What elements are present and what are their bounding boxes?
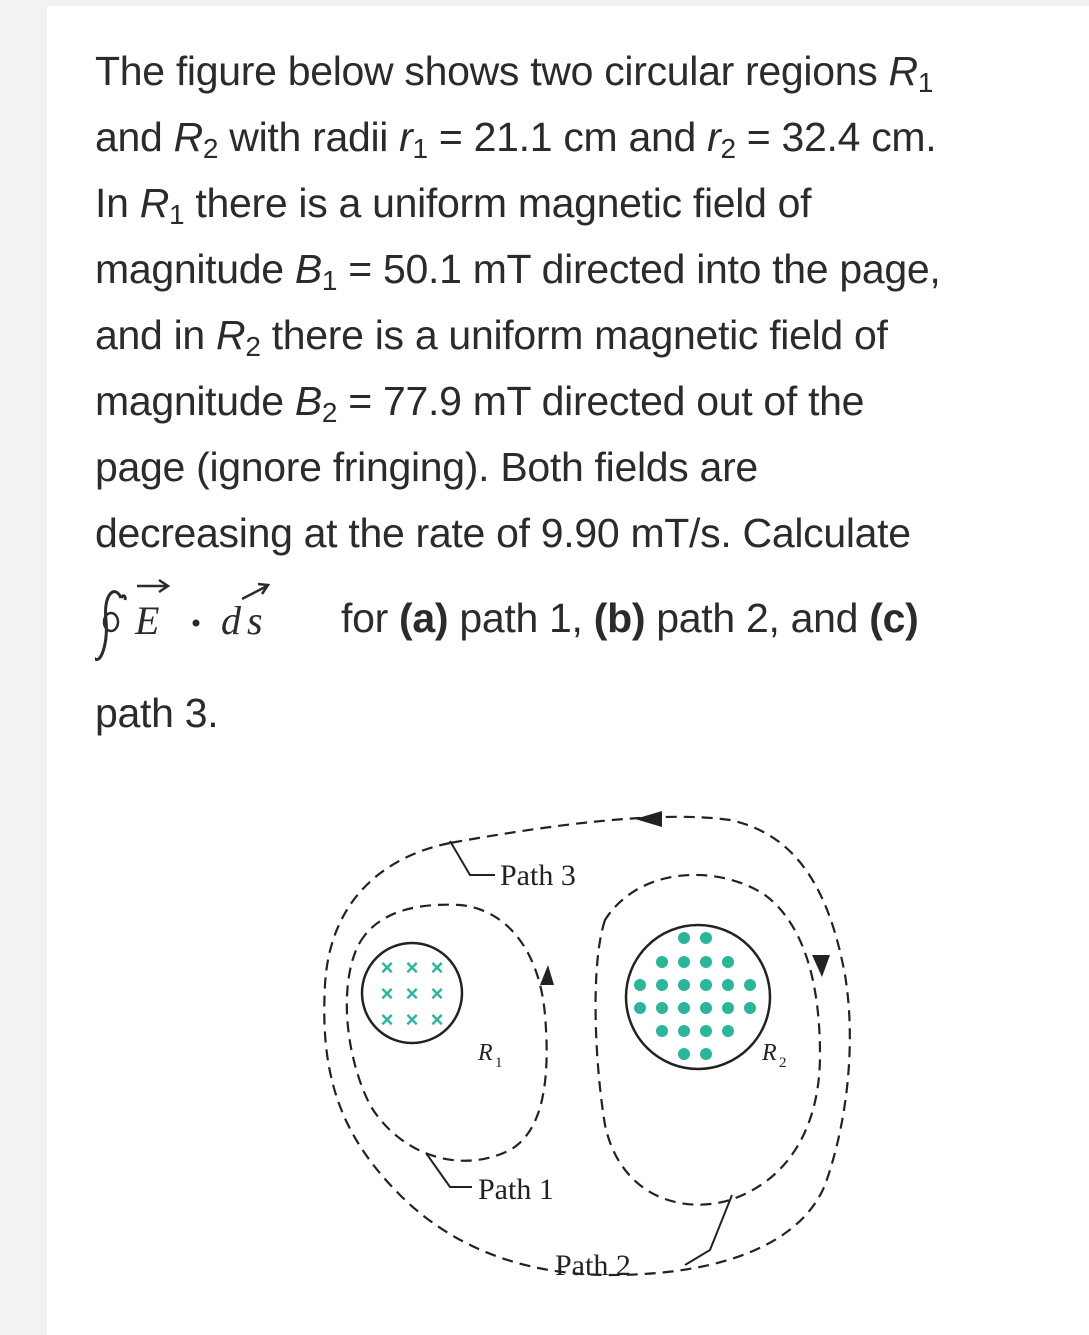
part-c-label: (c) xyxy=(869,595,919,641)
differential-d: d xyxy=(221,598,241,643)
dot-mark-icon xyxy=(678,1002,690,1014)
symbol-R: R xyxy=(173,114,203,160)
path-3-label: Path 3 xyxy=(500,859,576,892)
dot-mark-icon xyxy=(700,1048,712,1060)
symbol-R: R xyxy=(139,180,169,226)
symbol-B: B xyxy=(294,246,322,292)
symbol-r: r xyxy=(707,114,721,160)
integral-line xyxy=(95,572,1080,680)
dot-mark-icon xyxy=(678,1048,690,1060)
dot-mark-icon xyxy=(678,1025,690,1037)
text-segment: = 50.1 mT directed into the page, xyxy=(337,246,941,292)
x-mark-icon: × xyxy=(380,981,394,1006)
problem-line-1 xyxy=(95,38,1080,104)
problem-line-3 xyxy=(95,170,1080,236)
text-segment: there is a uniform magnetic field of xyxy=(260,312,888,358)
problem-statement xyxy=(95,38,1080,746)
text-segment: = 21.1 cm and xyxy=(427,114,708,160)
x-mark-icon: × xyxy=(430,955,444,980)
part-a-label: (a) xyxy=(399,595,449,641)
dot-mark-icon xyxy=(678,979,690,991)
dot-mark-icon xyxy=(656,956,668,968)
integral-parts xyxy=(341,585,918,651)
text-segment: = 32.4 cm. xyxy=(735,114,937,160)
symbol-r: r xyxy=(399,114,413,160)
subscript: 1 xyxy=(321,265,338,296)
path-2-label: Path 2 xyxy=(555,1249,631,1282)
text-segment: magnitude xyxy=(95,378,295,424)
text-segment: = 77.9 mT directed out of the xyxy=(337,378,865,424)
x-mark-icon: × xyxy=(405,955,419,980)
dot-mark-icon xyxy=(678,956,690,968)
text-segment: with radii xyxy=(218,114,400,160)
dot-product-icon xyxy=(193,620,200,627)
x-mark-icon: × xyxy=(380,1007,394,1032)
problem-line-6 xyxy=(95,368,1080,434)
dot-mark-icon xyxy=(744,1002,756,1014)
text-segment: and in xyxy=(95,312,217,358)
problem-line-2 xyxy=(95,104,1080,170)
path-3-leader xyxy=(450,841,495,875)
r2-label: R xyxy=(762,1040,777,1066)
dot-mark-icon xyxy=(700,1025,712,1037)
path-2-arrow-icon xyxy=(812,955,830,977)
integral-hook xyxy=(121,596,125,600)
dot-mark-icon xyxy=(700,932,712,944)
path-1-label: Path 1 xyxy=(478,1173,554,1206)
dot-mark-icon xyxy=(656,1025,668,1037)
path-1-arrow-icon xyxy=(540,965,554,985)
x-mark-icon: × xyxy=(405,981,419,1006)
dot-mark-icon xyxy=(722,1002,734,1014)
text-segment: and xyxy=(95,114,174,160)
dot-mark-icon xyxy=(656,979,668,991)
r2-label-sub: 2 xyxy=(779,1055,787,1071)
line-integral-expression xyxy=(95,572,345,680)
text-segment: The figure below shows two circular regions xyxy=(95,48,889,94)
dot-mark-icon xyxy=(700,1002,712,1014)
into-page-field-marks xyxy=(381,955,444,1032)
x-mark-icon: × xyxy=(430,981,444,1006)
symbol-R: R xyxy=(888,48,918,94)
dot-mark-icon xyxy=(722,956,734,968)
subscript: 2 xyxy=(720,133,736,164)
x-mark-icon: × xyxy=(380,955,394,980)
text-segment: for xyxy=(341,595,400,641)
r1-label: R xyxy=(478,1040,493,1066)
dot-mark-icon xyxy=(634,979,646,991)
subscript: 1 xyxy=(412,133,428,164)
dot-mark-icon xyxy=(700,956,712,968)
vector-E: E xyxy=(135,598,160,643)
subscript: 2 xyxy=(245,331,261,362)
dot-mark-icon xyxy=(634,1002,646,1014)
dot-mark-icon xyxy=(700,979,712,991)
vector-s: s xyxy=(247,598,263,643)
x-mark-icon: × xyxy=(405,1007,419,1032)
path-3-arrow-icon xyxy=(635,811,662,827)
part-b-label: (b) xyxy=(593,595,646,641)
region-r2-circle xyxy=(626,925,770,1069)
problem-line-4 xyxy=(95,236,1080,302)
text-segment: path 1, xyxy=(448,595,594,641)
subscript: 1 xyxy=(169,199,185,230)
dot-mark-icon xyxy=(722,1025,734,1037)
subscript: 2 xyxy=(202,133,219,164)
symbol-B: B xyxy=(294,378,322,424)
dot-mark-icon xyxy=(678,932,690,944)
text-segment: path 2, and xyxy=(645,595,870,641)
magnetic-regions-figure xyxy=(300,775,870,1315)
problem-line-8: decreasing at the rate of 9.90 mT/s. Calculate xyxy=(95,510,911,556)
subscript: 2 xyxy=(321,397,338,428)
problem-line-10: path 3. xyxy=(95,690,219,736)
text-segment: there is a uniform magnetic field of xyxy=(184,180,812,226)
dot-mark-icon xyxy=(722,979,734,991)
subscript: 1 xyxy=(917,67,934,98)
symbol-R: R xyxy=(216,312,246,358)
problem-line-7: page (ignore fringing). Both fields are xyxy=(95,444,758,490)
problem-line-5 xyxy=(95,302,1080,368)
path-1-loop xyxy=(347,905,547,1161)
text-segment: magnitude xyxy=(95,246,295,292)
path-1-leader xyxy=(426,1153,472,1187)
dot-mark-icon xyxy=(744,979,756,991)
r1-label-sub: 1 xyxy=(495,1055,503,1071)
x-mark-icon: × xyxy=(430,1007,444,1032)
dot-mark-icon xyxy=(656,1002,668,1014)
text-segment: In xyxy=(95,180,140,226)
